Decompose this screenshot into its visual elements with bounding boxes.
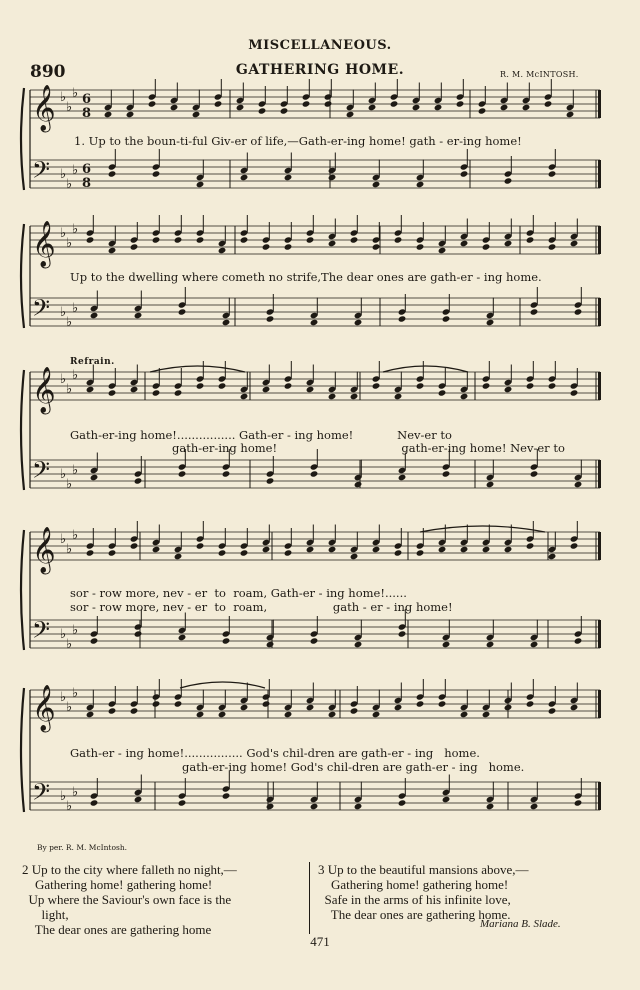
note-head <box>266 641 275 648</box>
note-head <box>108 549 117 556</box>
note-head <box>500 104 509 111</box>
note-head <box>324 100 333 107</box>
verse-line: light, <box>22 907 69 922</box>
verse-line: The dear ones are gathering home. <box>318 907 511 922</box>
note-head <box>152 170 161 177</box>
lyrics-system-5-lower: gath-er-ing home! God's chil-dren are gath-er - ing home. <box>182 760 525 774</box>
flat-icon: ♭ <box>72 463 79 478</box>
note-head <box>416 181 425 188</box>
note-head <box>266 477 275 484</box>
note-head <box>240 393 249 400</box>
flat-icon: ♭ <box>60 167 67 182</box>
note-head <box>574 637 583 644</box>
final-bar <box>598 90 601 118</box>
note-head <box>570 389 579 396</box>
system-brace <box>21 224 24 328</box>
note-head <box>86 386 95 393</box>
note-head <box>438 700 447 707</box>
final-bar <box>598 298 601 326</box>
flat-icon: ♭ <box>66 382 73 397</box>
note-head <box>240 236 249 243</box>
note-head <box>526 700 535 707</box>
note-head <box>86 711 95 718</box>
note-head <box>504 386 513 393</box>
hymn-title: GATHERING HOME. <box>235 62 405 78</box>
note-head <box>134 477 143 484</box>
flat-icon: ♭ <box>72 623 79 638</box>
note-head <box>416 700 425 707</box>
note-head <box>416 243 425 250</box>
note-head <box>262 700 271 707</box>
note-head <box>398 315 407 322</box>
note-head <box>284 711 293 718</box>
note-head <box>280 107 289 114</box>
lyrics-system-4-lower: sor - row more, nev - er to roam, gath - er - ing home! <box>70 600 453 614</box>
note-head <box>398 799 407 806</box>
verse-line: 2 Up to the city where falleth no night,— <box>22 862 237 877</box>
final-bar <box>598 226 601 254</box>
note-head <box>266 315 275 322</box>
note-head <box>394 393 403 400</box>
note-head <box>240 174 249 181</box>
note-head <box>570 542 579 549</box>
note-head <box>486 641 495 648</box>
note-head <box>174 389 183 396</box>
note-head <box>218 549 227 556</box>
note-head <box>152 389 161 396</box>
note-head <box>218 382 227 389</box>
note-head <box>486 319 495 326</box>
note-head <box>398 474 407 481</box>
final-bar <box>598 620 601 648</box>
note-head <box>196 236 205 243</box>
note-head <box>346 111 355 118</box>
treble-clef-icon: 𝄞 <box>32 85 56 131</box>
note-head <box>90 637 99 644</box>
note-head <box>310 319 319 326</box>
note-head <box>134 312 143 319</box>
note-head <box>526 382 535 389</box>
note-head <box>222 319 231 326</box>
flat-icon: ♭ <box>66 315 73 330</box>
verse-line: Gathering home! gathering home! <box>22 877 213 892</box>
note-head <box>398 630 407 637</box>
note-head <box>548 707 557 714</box>
note-head <box>394 236 403 243</box>
note-head <box>152 546 161 553</box>
note-head <box>394 704 403 711</box>
note-head <box>548 382 557 389</box>
note-head <box>284 174 293 181</box>
note-head <box>310 637 319 644</box>
note-head <box>548 243 557 250</box>
flat-icon: ♭ <box>66 477 73 492</box>
note-head <box>306 546 315 553</box>
note-head <box>486 803 495 810</box>
slur <box>383 366 468 372</box>
note-head <box>574 308 583 315</box>
note-head <box>284 243 293 250</box>
flat-icon: ♭ <box>66 799 73 814</box>
note-head <box>310 470 319 477</box>
note-head <box>354 641 363 648</box>
lyrics-system-1: 1. Up to the boun-ti-ful Giv-er of life,—Gath-er-ing home! gath - er-ing home! <box>74 134 522 148</box>
note-head <box>354 803 363 810</box>
final-bar <box>598 460 601 488</box>
flat-icon: ♭ <box>60 305 67 320</box>
lyrics-system-4-upper: sor - row more, nev - er to roam, Gath-er - ing home!...... <box>70 586 407 600</box>
verse-line: 3 Up to the beautiful mansions above,— <box>318 862 529 877</box>
note-head <box>328 174 337 181</box>
note-head <box>504 704 513 711</box>
note-head <box>350 553 359 560</box>
note-head <box>460 546 469 553</box>
bass-clef-icon: 𝄢 <box>32 456 51 489</box>
flat-icon: ♭ <box>60 372 67 387</box>
lyrics-system-2: Up to the dwelling where cometh no strife,The dear ones are gath-er - ing home. <box>70 270 542 284</box>
note-head <box>262 386 271 393</box>
note-head <box>196 542 205 549</box>
note-head <box>108 707 117 714</box>
note-head <box>284 549 293 556</box>
flat-icon: ♭ <box>66 236 73 251</box>
permission-credit: By per. R. M. McIntosh. <box>37 843 128 852</box>
note-head <box>236 104 245 111</box>
flat-icon: ♭ <box>72 528 79 543</box>
note-head <box>574 481 583 488</box>
system-brace <box>21 688 24 812</box>
note-head <box>214 100 223 107</box>
note-head <box>504 240 513 247</box>
flat-icon: ♭ <box>60 690 67 705</box>
note-head <box>522 104 531 111</box>
note-head <box>548 553 557 560</box>
note-head <box>394 549 403 556</box>
note-head <box>372 382 381 389</box>
note-head <box>434 104 443 111</box>
time-signature: 8 <box>82 106 92 121</box>
note-head <box>530 803 539 810</box>
flat-icon: ♭ <box>60 90 67 105</box>
note-head <box>460 170 469 177</box>
note-head <box>354 319 363 326</box>
note-head <box>90 474 99 481</box>
note-head <box>134 796 143 803</box>
note-head <box>108 247 117 254</box>
final-bar <box>598 690 601 718</box>
note-head <box>412 104 421 111</box>
note-head <box>566 111 575 118</box>
note-head <box>328 393 337 400</box>
note-head <box>126 111 135 118</box>
composer-credit: R. M. McINTOSH. <box>500 70 579 79</box>
note-head <box>258 107 267 114</box>
bass-clef-icon: 𝄢 <box>32 616 51 649</box>
verse-line: Safe in the arms of his infinite love, <box>318 892 511 907</box>
note-head <box>174 700 183 707</box>
note-head <box>504 546 513 553</box>
note-head <box>442 315 451 322</box>
note-head <box>486 481 495 488</box>
note-head <box>350 393 359 400</box>
lyrics-system-3-upper: Gath-er-ing home!................ Gath-er - ing home! Nev-er to <box>70 428 452 442</box>
note-head <box>526 236 535 243</box>
time-signature: 6 <box>82 162 92 177</box>
note-head <box>328 546 337 553</box>
bass-clef-icon: 𝄢 <box>32 156 51 189</box>
note-head <box>130 386 139 393</box>
note-head <box>306 236 315 243</box>
treble-clef-icon: 𝄞 <box>32 367 56 413</box>
lyrics-system-3-lower: gath-er-ing home! gath-er-ing home! Nev-er to <box>172 441 565 455</box>
flat-icon: ♭ <box>60 789 67 804</box>
note-head <box>306 704 315 711</box>
flat-icon: ♭ <box>72 368 79 383</box>
verse-divider <box>309 862 310 934</box>
slur <box>150 366 245 372</box>
slur <box>180 682 265 688</box>
note-head <box>222 637 231 644</box>
note-head <box>196 181 205 188</box>
note-head <box>104 111 113 118</box>
flat-icon: ♭ <box>66 100 73 115</box>
verse-line: Gathering home! gathering home! <box>318 877 509 892</box>
note-head <box>460 711 469 718</box>
note-head <box>350 707 359 714</box>
note-head <box>108 170 117 177</box>
flat-icon: ♭ <box>66 637 73 652</box>
note-head <box>240 704 249 711</box>
note-head <box>130 243 139 250</box>
slur <box>420 526 545 532</box>
note-head <box>372 546 381 553</box>
note-head <box>354 481 363 488</box>
note-head <box>328 240 337 247</box>
note-head <box>130 707 139 714</box>
note-head <box>130 542 139 549</box>
note-head <box>178 308 187 315</box>
time-signature: 8 <box>82 176 92 191</box>
note-head <box>222 792 231 799</box>
note-head <box>372 243 381 250</box>
bass-clef-icon: 𝄢 <box>32 778 51 811</box>
note-head <box>174 236 183 243</box>
flat-icon: ♭ <box>60 226 67 241</box>
note-head <box>570 240 579 247</box>
note-head <box>218 247 227 254</box>
note-head <box>372 181 381 188</box>
note-head <box>262 546 271 553</box>
note-head <box>262 243 271 250</box>
final-bar <box>598 532 601 560</box>
note-head <box>570 704 579 711</box>
note-head <box>152 700 161 707</box>
hymn-number: 890 <box>30 62 66 82</box>
flat-icon: ♭ <box>72 785 79 800</box>
note-head <box>306 386 315 393</box>
flat-icon: ♭ <box>72 222 79 237</box>
note-head <box>134 630 143 637</box>
flat-icon: ♭ <box>72 301 79 316</box>
note-head <box>196 382 205 389</box>
note-head <box>108 389 117 396</box>
note-head <box>526 542 535 549</box>
flat-icon: ♭ <box>60 627 67 642</box>
flat-icon: ♭ <box>66 542 73 557</box>
final-bar <box>598 160 601 188</box>
note-head <box>574 799 583 806</box>
note-head <box>482 546 491 553</box>
note-head <box>170 104 179 111</box>
verse-3 <box>318 862 529 922</box>
final-bar <box>598 372 601 400</box>
note-head <box>442 641 451 648</box>
note-head <box>530 641 539 648</box>
note-head <box>442 796 451 803</box>
bass-clef-icon: 𝄢 <box>32 294 51 327</box>
note-head <box>456 100 465 107</box>
note-head <box>328 711 337 718</box>
note-head <box>310 803 319 810</box>
note-head <box>438 247 447 254</box>
flat-icon: ♭ <box>66 177 73 192</box>
note-head <box>240 549 249 556</box>
note-head <box>148 100 157 107</box>
system-brace <box>21 530 24 650</box>
note-head <box>372 711 381 718</box>
note-head <box>174 553 183 560</box>
note-head <box>178 634 187 641</box>
note-head <box>438 389 447 396</box>
flat-icon: ♭ <box>60 532 67 547</box>
note-head <box>478 107 487 114</box>
note-head <box>548 170 557 177</box>
treble-clef-icon: 𝄞 <box>32 527 56 573</box>
note-head <box>350 236 359 243</box>
note-head <box>302 100 311 107</box>
note-head <box>460 240 469 247</box>
note-head <box>390 100 399 107</box>
note-head <box>86 236 95 243</box>
final-bar <box>598 782 601 810</box>
note-head <box>530 470 539 477</box>
note-head <box>178 799 187 806</box>
note-head <box>178 470 187 477</box>
verse-line: Up where the Saviour's own face is the <box>22 892 232 907</box>
note-head <box>90 312 99 319</box>
note-head <box>482 711 491 718</box>
verse-line: The dear ones are gathering home <box>22 922 212 937</box>
verse-2 <box>22 862 237 937</box>
system-brace <box>21 370 24 490</box>
note-head <box>192 111 201 118</box>
time-signature: 6 <box>82 92 92 107</box>
lyrics-system-5-upper: Gath-er - ing home!................ God's chil-dren are gath-er - ing home. <box>70 746 480 760</box>
section-heading: MISCELLANEOUS. <box>248 38 392 53</box>
note-head <box>416 549 425 556</box>
note-head <box>86 549 95 556</box>
note-head <box>284 382 293 389</box>
note-head <box>416 382 425 389</box>
note-head <box>482 382 491 389</box>
flat-icon: ♭ <box>72 686 79 701</box>
note-head <box>504 177 513 184</box>
note-head <box>482 243 491 250</box>
page-number: 471 <box>310 934 330 949</box>
note-head <box>460 393 469 400</box>
refrain-label: Refrain. <box>70 357 115 367</box>
note-head <box>222 470 231 477</box>
treble-clef-icon: 𝄞 <box>32 685 56 731</box>
flat-icon: ♭ <box>60 467 67 482</box>
note-head <box>90 799 99 806</box>
note-head <box>266 803 275 810</box>
note-head <box>368 104 377 111</box>
treble-clef-icon: 𝄞 <box>32 221 56 267</box>
note-head <box>218 711 227 718</box>
note-head <box>442 470 451 477</box>
note-head <box>530 308 539 315</box>
flat-icon: ♭ <box>72 86 79 101</box>
lyricist-credit: Mariana B. Slade. <box>480 918 561 930</box>
note-head <box>544 100 553 107</box>
flat-icon: ♭ <box>66 700 73 715</box>
note-head <box>196 711 205 718</box>
note-head <box>152 236 161 243</box>
flat-icon: ♭ <box>72 163 79 178</box>
note-head <box>438 546 447 553</box>
system-brace <box>21 88 24 190</box>
